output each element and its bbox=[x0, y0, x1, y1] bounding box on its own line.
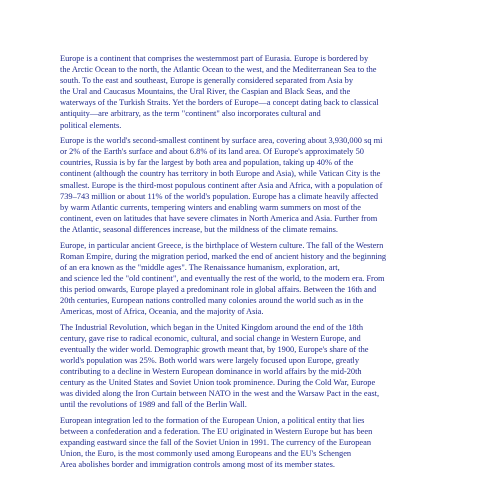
text-line: expanding eastward since the fall of the Soviet Union in 1991. The currency of the European bbox=[60, 438, 372, 448]
text-line: Europe is a continent that comprises the westernmost part of Eurasia. Europe is bordered by bbox=[60, 54, 369, 63]
text-line: was divided along the Iron Curtain between NATO in the west and the Warsaw Pact in the east, bbox=[60, 389, 380, 399]
text-line: the Ural and Caucasus Mountains, the Ural River, the Caspian and Black Seas, and the bbox=[60, 87, 351, 97]
text-line: Union, the Euro, is the most commonly used among Europeans and the EU's Schengen bbox=[60, 449, 352, 459]
text-line: contributing to a decline in Western European dominance in world affairs by the mid-20th bbox=[60, 367, 362, 377]
text-line: The Industrial Revolution, which began in the United Kingdom around the end of the 18th bbox=[60, 322, 364, 332]
text-line: Europe, in particular ancient Greece, is the birthplace of Western culture. The fall of the Western bbox=[60, 240, 384, 250]
text-line: century as the United States and Soviet Union took prominence. During the Cold War, Europe bbox=[60, 378, 376, 388]
text-line: continent (although the country has territory in both Europe and Asia), while Vatican City is the bbox=[60, 169, 381, 179]
paragraph-5 bbox=[60, 415, 442, 470]
text-line: political elements. bbox=[60, 120, 122, 130]
text-line: until the revolutions of 1989 and fall of the Berlin Wall. bbox=[60, 400, 247, 410]
text-line: Roman Empire, during the migration period, marked the end of ancient history and the beginning bbox=[60, 251, 387, 261]
text-line: 20th centuries, European nations controlled many colonies around the world such as in the bbox=[60, 295, 364, 305]
text-line: antiquity—are arbitrary, as the term "continent" also incorporates cultural and bbox=[60, 109, 321, 119]
text-line: south. To the east and southeast, Europe is generally considered separated from Asia by bbox=[60, 76, 354, 86]
text-line: the Arctic Ocean to the north, the Atlantic Ocean to the west, and the Mediterranean Sea to the bbox=[60, 65, 377, 75]
text-line: continent, even on latitudes that have severe climates in North America and Asia. Further from bbox=[60, 213, 378, 223]
text-line: the Atlantic, seasonal differences increase, but the mildness of the climate remains. bbox=[60, 224, 338, 234]
text-line: Area abolishes border and immigration controls among most of its member states. bbox=[60, 460, 335, 470]
text-line: of an era known as the "middle ages". The Renaissance humanism, exploration, art, bbox=[60, 262, 340, 272]
paragraph-2 bbox=[60, 135, 442, 235]
text-line: eventually the wider world. Demographic growth meant that, by 1900, Europe's share of the bbox=[60, 344, 369, 354]
text-line: European integration led to the formation of the European Union, a political entity that lies bbox=[60, 415, 365, 425]
text-line: 739–743 million or about 11% of the world's population. Europe has a climate heavily affected bbox=[60, 191, 379, 201]
text-line: world's population was 25%. Both world wars were largely focused upon Europe, greatly bbox=[60, 355, 360, 365]
text-line: between a confederation and a federation. The EU originated in Western Europe but has been bbox=[60, 427, 373, 436]
text-line: waterways of the Turkish Straits. Yet the borders of Europe—a concept dating back to classical bbox=[60, 98, 379, 108]
text-line: or 2% of the Earth's surface and about 6.8% of its land area. Of Europe's approximately 50 bbox=[60, 147, 364, 157]
paragraph-1 bbox=[60, 53, 442, 131]
text-line: Americas, most of Africa, Oceania, and the majority of Asia. bbox=[60, 307, 264, 317]
text-line: this period onwards, Europe played a predominant role in global affairs. Between the 16th and bbox=[60, 284, 377, 294]
text-line: century, gave rise to radical economic, cultural, and social change in Western Europe, and bbox=[60, 333, 361, 343]
text-line: Europe is the world's second-smallest continent by surface area, covering about 3,930,000 sq mi bbox=[60, 136, 383, 146]
text-line: by warm Atlantic currents, tempering winters and enabling warm summers on most of the bbox=[60, 202, 361, 212]
paragraph-3 bbox=[60, 240, 442, 318]
text-line: and science led the "old continent", and eventually the rest of the world, to the modern era. From bbox=[60, 273, 385, 283]
text-line: countries, Russia is by far the largest by both area and population, taking up 40% of the bbox=[60, 158, 354, 168]
paragraph-4 bbox=[60, 322, 442, 411]
text-line: smallest. Europe is the third-most populous continent after Asia and Africa, with a population of bbox=[60, 180, 383, 190]
document-body bbox=[60, 53, 442, 475]
